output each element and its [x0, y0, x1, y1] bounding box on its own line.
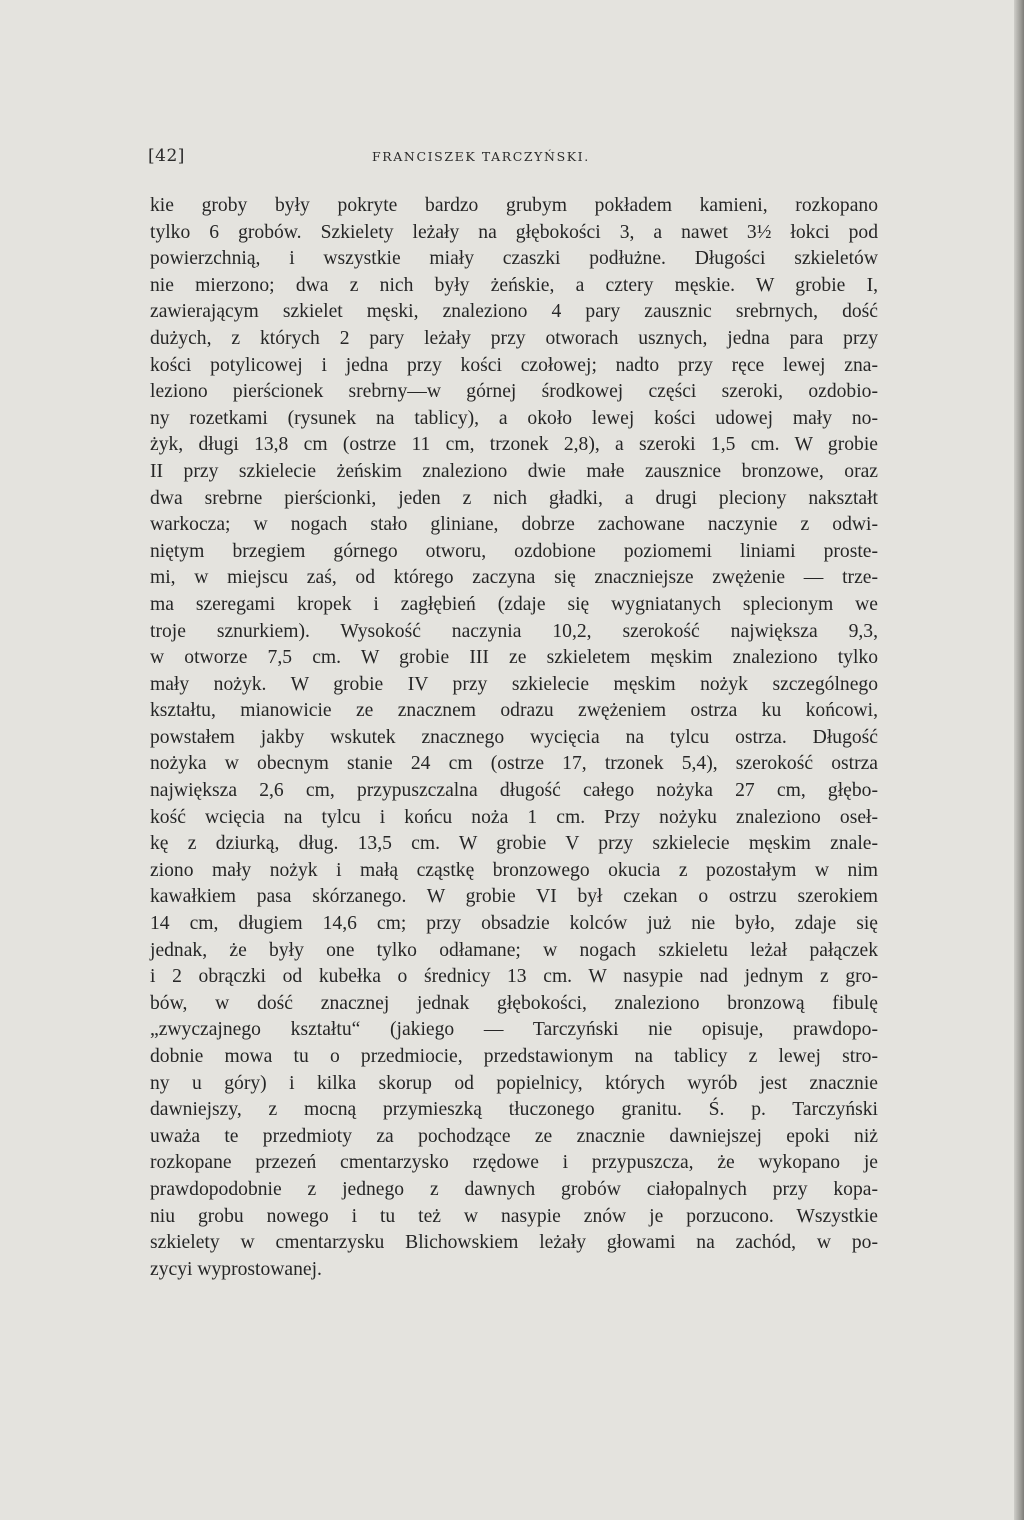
text-line: „zwyczajnego kształtu“ (jakiego — Tarczyński nie opisuje, prawdopo- [150, 1019, 878, 1041]
text-line: dawniejszy, z mocną przymieszką tłuczonego granitu. Ś. p. Tarczyński [150, 1099, 878, 1121]
text-line: i 2 obrączki od kubełka o średnicy 13 cm. W nasypie nad jednym z gro- [150, 966, 878, 988]
text-line: kształtu, mianowicie ze znacznem odrazu zwężeniem ostrza ku końcowi, [150, 700, 878, 722]
text-line: kie groby były pokryte bardzo grubym pokładem kamieni, rozkopano [150, 195, 878, 216]
running-head: FRANCISZEK TARCZYŃSKI. [372, 149, 590, 164]
text-line: II przy szkielecie żeńskim znaleziono dwie małe zausznice bronzowe, oraz [150, 460, 878, 482]
text-line: mały nożyk. W grobie IV przy szkielecie męskim nożyk szczególnego [150, 673, 878, 695]
text-line: powierzchnią, i wszystkie miały czaszki podłużne. Długości szkieletów [150, 248, 878, 270]
page-number: [42] [148, 146, 185, 166]
text-line: nożyka w obecnym stanie 24 cm (ostrze 17, trzonek 5,4), szerokość ostrza [150, 753, 878, 775]
text-line: w otworze 7,5 cm. W grobie III ze szkieletem męskim znaleziono tylko [150, 647, 878, 669]
text-line: ny rozetkami (rysunek na tablicy), a około lewej kości udowej mały no- [150, 407, 878, 429]
text-line: jednak, że były one tylko odłamane; w nogach szkieletu leżał pałączek [150, 939, 878, 961]
text-line: dużych, z których 2 pary leżały przy otworach usznych, jedna para przy [150, 327, 878, 349]
text-line: bów, w dość znacznej jednak głębokości, znaleziono bronzową fibulę [150, 992, 878, 1014]
text-line: troje sznurkiem). Wysokość naczynia 10,2, szerokość największa 9,3, [150, 620, 878, 642]
text-line: uważa te przedmioty za pochodzące ze znacznie dawniejszej epoki niż [150, 1125, 878, 1147]
text-line: mi, w miejscu zaś, od którego zaczyna się znaczniejsze zwężenie — trze- [150, 567, 878, 589]
text-line: kawałkiem pasa skórzanego. W grobie VI był czekan o ostrzu szerokiem [150, 886, 878, 908]
text-line: powstałem jakby wskutek znacznego wycięcia na tylcu ostrza. Długość [150, 726, 878, 748]
text-line: rozkopane przezeń cmentarzysko rzędowe i przypuszcza, że wykopano je [150, 1152, 878, 1174]
body-text [150, 193, 878, 1283]
text-line: nie mierzono; dwa z nich były żeńskie, a cztery męskie. W grobie I, [150, 274, 878, 296]
text-line: kę z dziurką, dług. 13,5 cm. W grobie V przy szkielecie męskim znale- [150, 833, 878, 855]
text-line: tylko 6 grobów. Szkielety leżały na głębokości 3, a nawet 3½ łokci pod [150, 221, 878, 243]
text-line: warkocza; w nogach stało gliniane, dobrze zachowane naczynie z odwi- [150, 514, 878, 536]
text-line: dwa srebrne pierścionki, jeden z nich gładki, a drugi pleciony nakształt [150, 487, 878, 509]
text-line: ny u góry) i kilka skorup od popielnicy, których wyrób jest znacznie [150, 1072, 878, 1094]
text-line: 14 cm, długiem 14,6 cm; przy obsadzie kolców już nie było, zdaje się [150, 913, 878, 935]
text-line: zycyi wyprostowanej. [150, 1258, 322, 1280]
text-line: kość wcięcia na tylcu i końcu noża 1 cm. Przy nożyku znaleziono oseł- [150, 806, 878, 828]
text-line: leziono pierścionek srebrny—w górnej środkowej części szeroki, ozdobio- [150, 381, 878, 403]
page-header [148, 146, 878, 170]
text-line: niu grobu nowego i tu też w nasypie znów je porzucono. Wszystkie [150, 1205, 878, 1227]
text-line: największa 2,6 cm, przypuszczalna długość całego nożyka 27 cm, głębo- [150, 780, 878, 802]
text-line: kości potylicowej i jedna przy kości czołowej; nadto przy ręce lewej zna- [150, 354, 878, 376]
text-line: ma szeregami kropek i zagłębień (zdaje się wygniatanych splecionym we [150, 593, 878, 615]
page-edge-shadow [1014, 0, 1024, 1520]
text-line: niętym brzegiem górnego otworu, ozdobione poziomemi liniami proste- [150, 540, 878, 562]
text-line: prawdopodobnie z jednego z dawnych grobów ciałopalnych przy kopa- [150, 1178, 878, 1200]
text-line: szkielety w cmentarzysku Blichowskiem leżały głowami na zachód, w po- [150, 1232, 878, 1254]
text-line: dobnie mowa tu o przedmiocie, przedstawionym na tablicy z lewej stro- [150, 1046, 878, 1067]
text-line: zawierającym szkielet męski, znaleziono 4 pary zausznic srebrnych, dość [150, 301, 878, 323]
text-line: żyk, długi 13,8 cm (ostrze 11 cm, trzonek 2,8), a szeroki 1,5 cm. W grobie [150, 434, 878, 456]
text-line: ziono mały nożyk i małą cząstkę bronzowego okucia z pozostałym w nim [150, 859, 878, 881]
